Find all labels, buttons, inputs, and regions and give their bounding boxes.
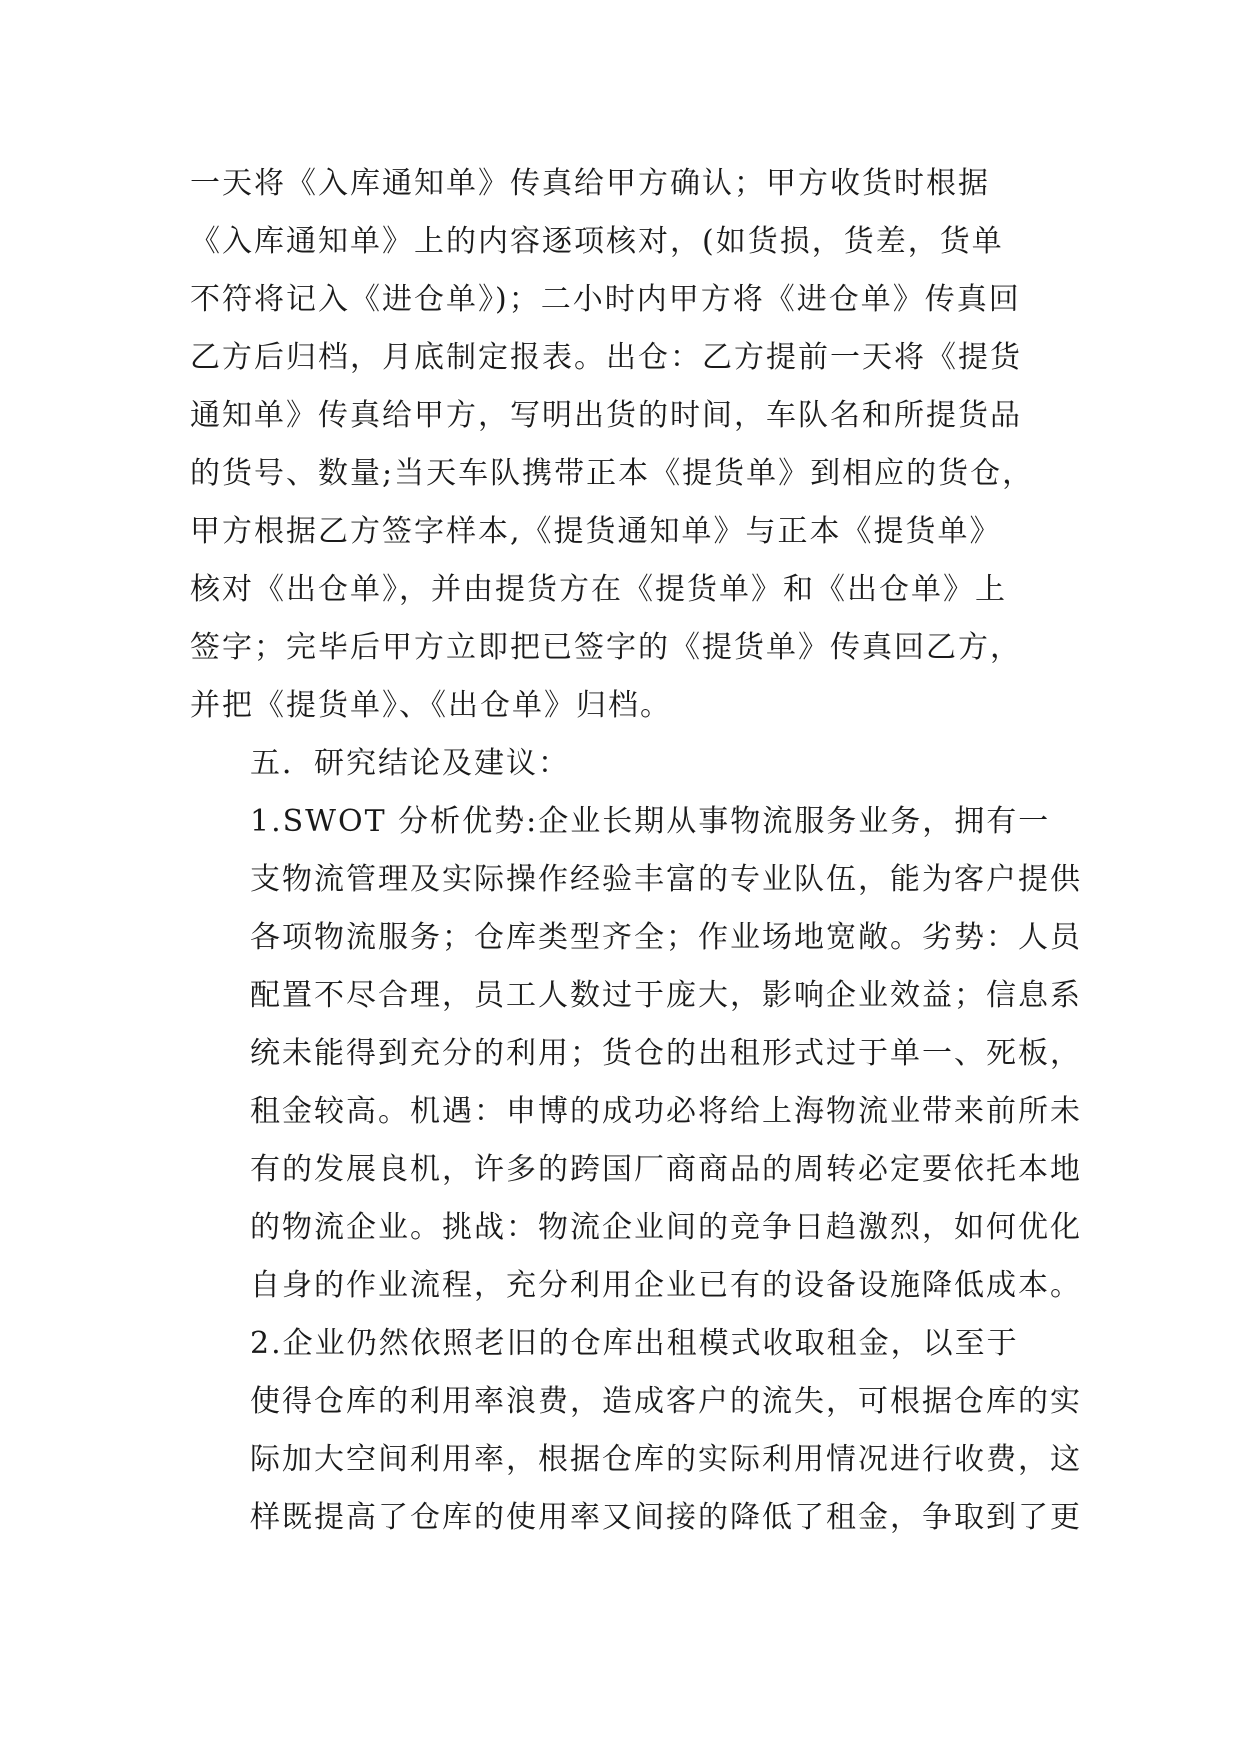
text-line: 样既提高了仓库的使用率又间接的降低了租金，争取到了更 — [250, 1500, 1082, 1535]
text-line: 通知单》传真给甲方，写明出货的时间，车队名和所提货品 — [190, 398, 1022, 433]
paragraph-swot-analysis — [190, 793, 1082, 1315]
text-line: 1.SWOT 分析优势:企业长期从事物流服务业务，拥有一 — [250, 804, 1051, 839]
text-line: 际加大空间利用率，根据仓库的实际利用情况进行收费，这 — [250, 1442, 1082, 1477]
text-line: 的货号、数量;当天车队携带正本《提货单》到相应的货仓， — [190, 456, 1035, 491]
text-line: 统未能得到充分的利用；货仓的出租形式过于单一、死板， — [250, 1036, 1082, 1071]
document-page — [190, 155, 1082, 1547]
paragraph-rental-suggestion — [190, 1315, 1082, 1547]
text-line: 并把《提货单》、《出仓单》归档。 — [190, 688, 672, 723]
text-line: 的物流企业。挑战：物流企业间的竞争日趋激烈，如何优化 — [250, 1210, 1082, 1245]
text-line: 一天将《入库通知单》传真给甲方确认；甲方收货时根据 — [190, 166, 990, 201]
text-line: 乙方后归档，月底制定报表。出仓：乙方提前一天将《提货 — [190, 340, 1022, 375]
heading-line: 五．研究结论及建议： — [250, 746, 570, 781]
text-line: 各项物流服务；仓库类型齐全；作业场地宽敞。劣势：人员 — [250, 920, 1082, 955]
section-heading-conclusions — [190, 735, 1070, 793]
text-line: 核对《出仓单》，并由提货方在《提货单》和《出仓单》上 — [190, 572, 1007, 607]
text-line: 配置不尽合理，员工人数过于庞大，影响企业效益；信息系 — [250, 978, 1082, 1013]
paragraph-warehouse-procedure — [190, 155, 1070, 735]
text-line: 《入库通知单》上的内容逐项核对，(如货损，货差，货单 — [190, 224, 1004, 259]
text-line: 不符将记入《进仓单》)；二小时内甲方将《进仓单》传真回 — [190, 282, 1021, 317]
text-line: 有的发展良机，许多的跨国厂商商品的周转必定要依托本地 — [250, 1152, 1082, 1187]
text-line: 2.企业仍然依照老旧的仓库出租模式收取租金，以至于 — [250, 1326, 1019, 1361]
text-line: 甲方根据乙方签字样本,《提货通知单》与正本《提货单》 — [190, 514, 1002, 549]
text-line: 签字；完毕后甲方立即把已签字的《提货单》传真回乙方， — [190, 630, 1022, 665]
text-line: 使得仓库的利用率浪费，造成客户的流失，可根据仓库的实 — [250, 1384, 1082, 1419]
text-line: 租金较高。机遇：申博的成功必将给上海物流业带来前所未 — [250, 1094, 1082, 1129]
text-line: 支物流管理及实际操作经验丰富的专业队伍，能为客户提供 — [250, 862, 1082, 897]
text-line: 自身的作业流程，充分利用企业已有的设备设施降低成本。 — [250, 1268, 1082, 1303]
